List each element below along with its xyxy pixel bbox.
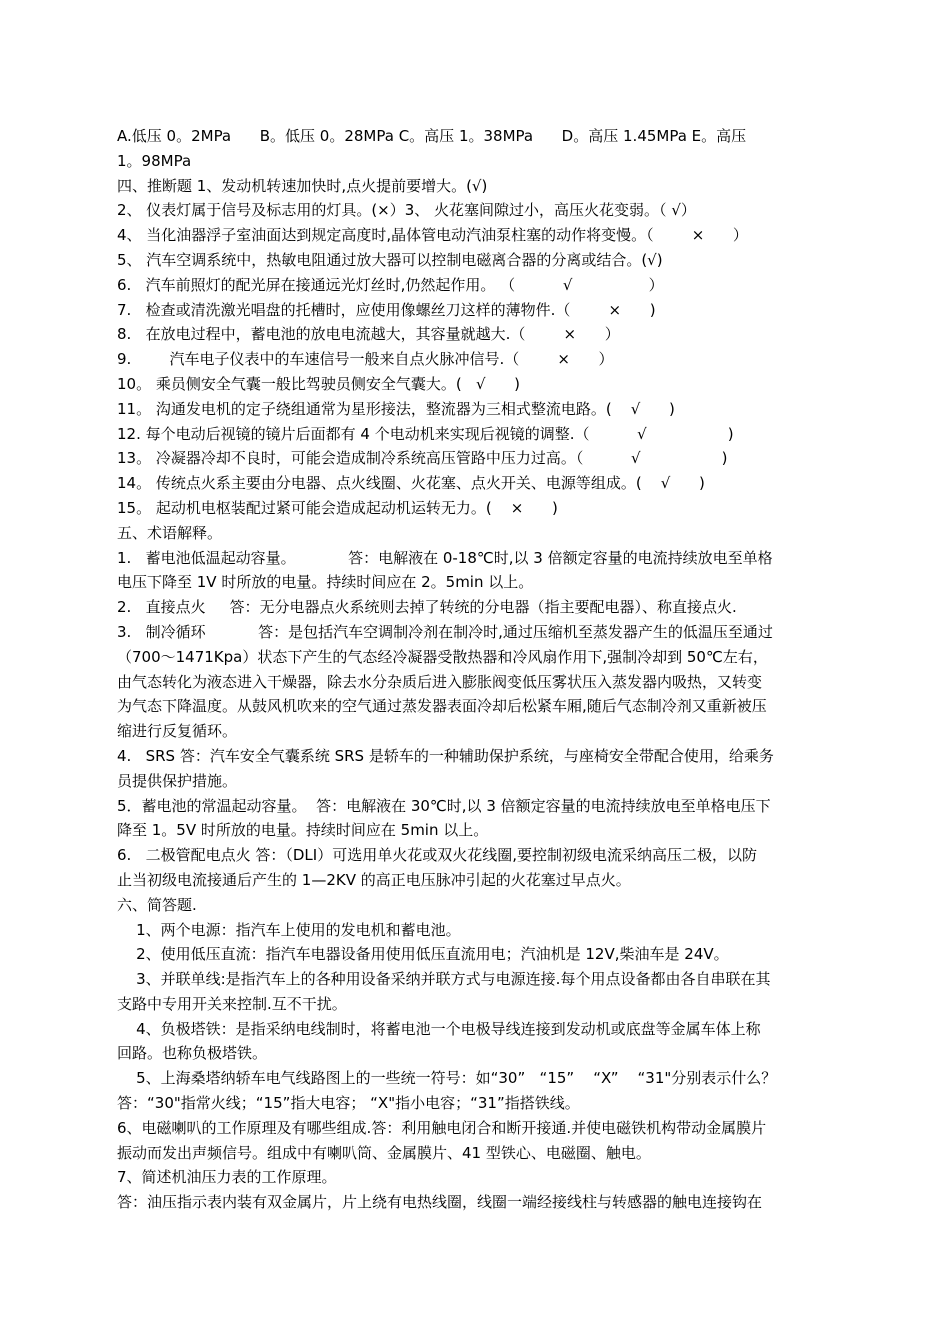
section-heading-short-answer: 六、简答题. <box>117 895 197 914</box>
term-item: 由气态转化为液态进入干燥器，除去水分杂质后进入膨胀阀变低压雾状压入蒸发器内吸热，又转变 <box>117 672 763 691</box>
judgement-item: 15。 起动机电枢装配过紧可能会造成起动机运转无力。( × ) <box>117 498 558 517</box>
term-item: 1. 蓄电池低温起动容量。 答：电解液在 0-18℃时,以 3 倍额定容量的电流持续放电至单格 <box>117 548 773 567</box>
judgement-item: 12. 每个电动后视镜的镜片后面都有 4 个电动机来实现后视镜的调整.（ √ ) <box>117 424 734 443</box>
term-item: 为气态下降温度。从鼓风机吹来的空气通过蒸发器表面冷却后松紧车厢,随后气态制冷剂又重新被压 <box>117 697 767 716</box>
short-answer-item: 答：油压指示表内装有双金属片，片上绕有电热线圈，线圈一端经接线柱与转感器的触电连接钩在 <box>117 1193 763 1212</box>
short-answer-item: 1、两个电源：指汽车上使用的发电机和蓄电池。 <box>117 920 461 939</box>
term-item: 止当初级电流接通后产生的 1—2KV 的高正电压脉冲引起的火花塞过早点火。 <box>117 870 631 889</box>
document-page <box>117 124 857 1215</box>
short-answer-item: 回路。也称负极塔铁。 <box>117 1044 268 1063</box>
judgement-item: 6. 汽车前照灯的配光屏在接通远光灯丝时,仍然起作用。 （ √ ） <box>117 275 664 294</box>
term-item: 员提供保护措施。 <box>117 771 238 790</box>
judgement-item: 14。 传统点火系主要由分电器、点火线圈、火花塞、点火开关、电源等组成。( √ ) <box>117 474 705 493</box>
short-answer-item: 5、上海桑塔纳轿车电气线路图上的一些统一符号：如“30” “15” “X” “31"分别表示什么？ <box>117 1069 777 1088</box>
judgement-item: 9. 汽车电子仪表中的车速信号一般来自点火脉冲信号.（ × ） <box>117 350 614 369</box>
short-answer-item: 振动而发出声频信号。组成中有喇叭筒、金属膜片、41 型铁心、电磁圈、触电。 <box>117 1143 651 1162</box>
judgement-item: 2、 仪表灯属于信号及标志用的灯具。(×）3、 火花塞间隙过小，高压火花变弱。（ √） <box>117 201 696 220</box>
judgement-item: 8. 在放电过程中，蓄电池的放电电流越大，其容量就越大.（ × ） <box>117 325 620 344</box>
term-item: 缩进行反复循环。 <box>117 722 238 741</box>
short-answer-item: 4、负极塔铁：是指采纳电线制时，将蓄电池一个电极导线连接到发动机或底盘等金属车体上称 <box>117 1019 761 1038</box>
short-answer-item: 2、使用低压直流：指汽车电器设备用使用低压直流用电；汽油机是 12V,柴油车是 24V。 <box>117 945 729 964</box>
judgement-item: 4、 当化油器浮子室油面达到规定高度时,晶体管电动汽油泵柱塞的动作将变慢。（ × ） <box>117 226 748 245</box>
answer-options-line: A.低压 0。2MPa B。低压 0。28MPa C。高压 1。38MPa D。高压 1.45MPa E。高压 <box>117 127 747 145</box>
short-answer-item: 6、电磁喇叭的工作原理及有哪些组成.答：利用触电闭合和断开接通.并使电磁铁机构带动金属膜片 <box>117 1118 767 1137</box>
section-heading-terms: 五、术语解释。 <box>117 523 223 542</box>
term-item: 3. 制冷循环 答：是包括汽车空调制冷剂在制冷时,通过压缩机至蒸发器产生的低温压至通过 <box>117 622 773 641</box>
term-item: 4. SRS 答：汽车安全气囊系统 SRS 是轿车的一种辅助保护系统，与座椅安全带配合使用，给乘务 <box>117 746 774 765</box>
section-heading-judgement: 四、推断题 1、发动机转速加快时,点火提前要增大。(√) <box>117 176 488 195</box>
short-answer-item: 3、并联单线:是指汽车上的各种用设备采纳并联方式与电源连接.每个用点设备都由各自串联在其 <box>117 970 771 989</box>
judgement-item: 11。 沟通发电机的定子绕组通常为星形接法，整流器为三相式整流电路。( √ ) <box>117 399 675 418</box>
term-item: （700～1471Kpa）状态下产生的气态经冷凝器受散热器和冷风扇作用下,强制冷却到 50℃左右， <box>117 647 768 666</box>
answer-options-line-cont: 1。98MPa <box>117 151 192 170</box>
short-answer-item: 7、简述机油压力表的工作原理。 <box>117 1168 337 1187</box>
term-item: 电压下降至 1V 时所放的电量。持续时间应在 2。5min 以上。 <box>117 573 534 592</box>
judgement-item: 5、 汽车空调系统中，热敏电阻通过放大器可以控制电磁离合器的分离或结合。(√) <box>117 250 663 269</box>
judgement-item: 13。 冷凝器冷却不良时，可能会造成制冷系统高压管路中压力过高。（ √ ) <box>117 449 728 468</box>
judgement-item: 10。 乘员侧安全气囊一般比驾驶员侧安全气囊大。( √ ) <box>117 374 521 393</box>
term-item: 6. 二极管配电点火 答：（DLI）可选用单火花或双火花线圈,要控制初级电流采纳高压二极，以防 <box>117 846 757 865</box>
short-answer-item: 支路中专用开关来控制.互不干扰。 <box>117 994 347 1013</box>
judgement-item: 7. 检查或清洗激光唱盘的托槽时，应使用像螺丝刀这样的薄物件.（ × ) <box>117 300 656 319</box>
term-item: 2. 直接点火 答：无分电器点火系统则去掉了转统的分电器（指主要配电器）、称直接点火. <box>117 598 737 617</box>
term-item: 5．蓄电池的常温起动容量。 答：电解液在 30℃时,以 3 倍额定容量的电流持续放电至单格电压下 <box>117 796 771 815</box>
short-answer-item: 答：“30"指常火线；“15”指大电容； “X"指小电容；“31”指搭铁线。 <box>117 1094 580 1113</box>
term-item: 降至 1。5V 时所放的电量。持续时间应在 5min 以上。 <box>117 821 489 840</box>
